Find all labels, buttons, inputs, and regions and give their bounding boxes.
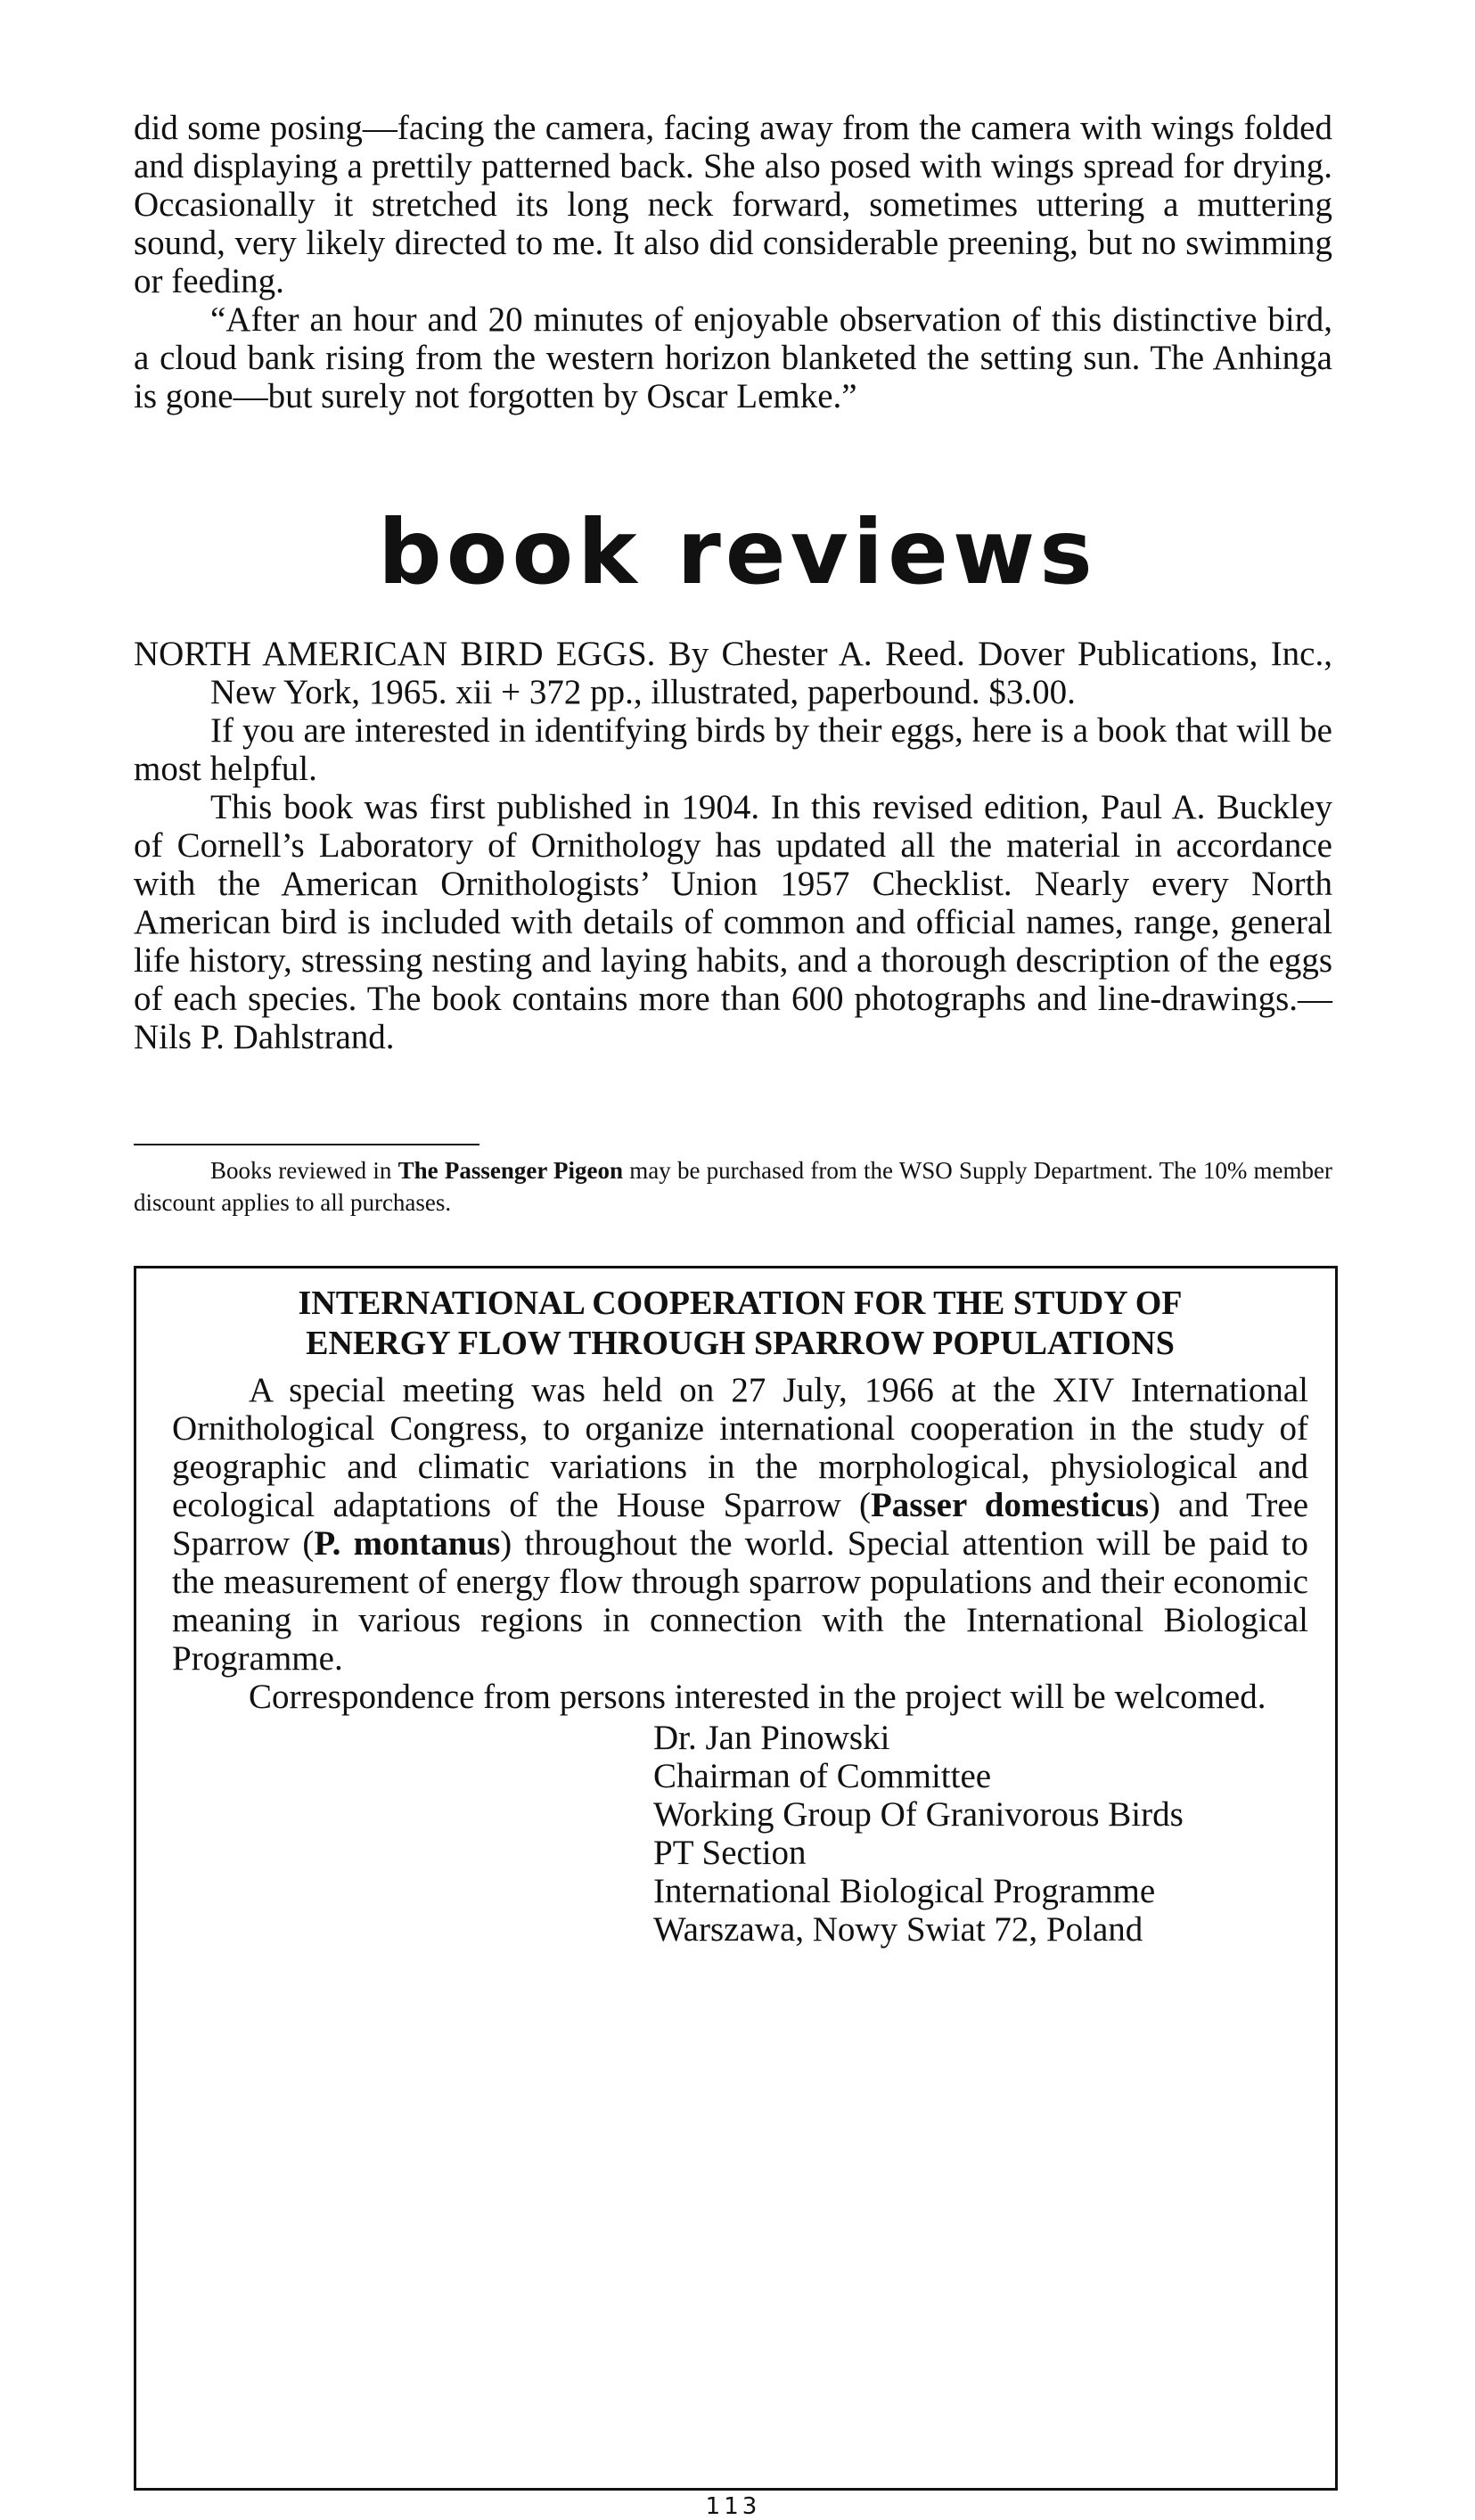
species-p-montanus: P. montanus — [314, 1524, 501, 1563]
footnote — [134, 1154, 1332, 1219]
intro-paragraph-1: did some posing—facing the camera, facing away from the camera with wings folded and displaying a prettily patterned back. She also posed with wings spread for drying. Occasionally it stretched its long neck forward, sometimes uttering a muttering sound, very likely directed to me. It also did considerable preening, but no swimming or feeding. — [134, 109, 1332, 300]
notice-paragraph-1 — [172, 1371, 1308, 1678]
signature-line: PT Section — [653, 1834, 807, 1872]
notice-title-line-1: INTERNATIONAL COOPERATION FOR THE STUDY OF — [298, 1285, 1183, 1322]
notice-title-line-2: ENERGY FLOW THROUGH SPARROW POPULATIONS — [306, 1325, 1175, 1362]
review-citation: NORTH AMERICAN BIRD EGGS. By Chester A. Reed. Dover Publications, Inc., New York, 1965. xii + 372 pp., illustrated, paperbound. $3.00. — [134, 635, 1332, 711]
signature-line: International Biological Programme — [653, 1872, 1156, 1910]
notice-p1-text-b: ) and Tree Sparrow ( — [172, 1486, 1309, 1563]
intro-text — [134, 109, 1332, 415]
signature-block — [653, 1719, 1277, 1949]
footnote-journal-name: The Passenger Pigeon — [397, 1157, 624, 1184]
notice-top-rule — [136, 1266, 1335, 1268]
notice-paragraph-2: Correspondence from persons interested in the project will be welcomed. — [249, 1678, 1266, 1716]
notice-body — [172, 1371, 1308, 1716]
book-review — [134, 635, 1332, 1056]
footnote-text-start: Books reviewed in — [210, 1157, 398, 1184]
species-passer-domesticus: Passer domesticus — [870, 1486, 1149, 1524]
notice-p1-text-a: A special meeting was held on 27 July, 1966 at the XIV International Ornithological Congress, to organize international cooperation in the study of geographic and climatic variations in the morphological, physiological and ecological adaptations of the House Sparrow ( — [172, 1371, 1308, 1524]
notice-title — [172, 1284, 1308, 1364]
signature-line: Chairman of Committee — [653, 1757, 992, 1795]
page-number: 113 — [705, 2493, 761, 2520]
footnote-divider — [134, 1144, 479, 1145]
footnote-text-end: may be purchased from the WSO Supply Department. The 10% member discount applies to all purchases. — [134, 1157, 1333, 1216]
notice-box — [134, 1266, 1338, 2491]
signature-line: Warszawa, Nowy Swiat 72, Poland — [653, 1910, 1143, 1949]
signature-line: Working Group Of Granivorous Birds — [653, 1795, 1184, 1834]
section-heading: book reviews — [378, 500, 1097, 604]
intro-paragraph-2: “After an hour and 20 minutes of enjoyable observation of this distinctive bird, a cloud bank rising from the western horizon blanketed the setting sun. The Anhinga is gone—but surely not forgotten by Oscar Lemke.” — [134, 300, 1332, 415]
signature-line: Dr. Jan Pinowski — [653, 1719, 890, 1757]
notice-p1-text-c: ) throughout the world. Special attention will be paid to the measurement of energy flow through sparrow populations and their economic meaning in various regions in connection with the International Biological Programme. — [172, 1524, 1308, 1678]
notice-bottom-rule — [136, 2488, 1335, 2491]
review-paragraph-2: This book was first published in 1904. In this revised edition, Paul A. Buckley of Cornell’s Laboratory of Ornithology has updated all the material in accordance with the American Ornithologists’ Union 1957 Checklist. Nearly every North American bird is included with details of common and official names, range, general life history, stressing nesting and laying habits, and a thorough description of the eggs of each species. The book contains more than 600 photographs and line-drawings.—Nils P. Dahlstrand. — [134, 788, 1332, 1056]
review-paragraph-1: If you are interested in identifying birds by their eggs, here is a book that will be most helpful. — [134, 711, 1332, 788]
